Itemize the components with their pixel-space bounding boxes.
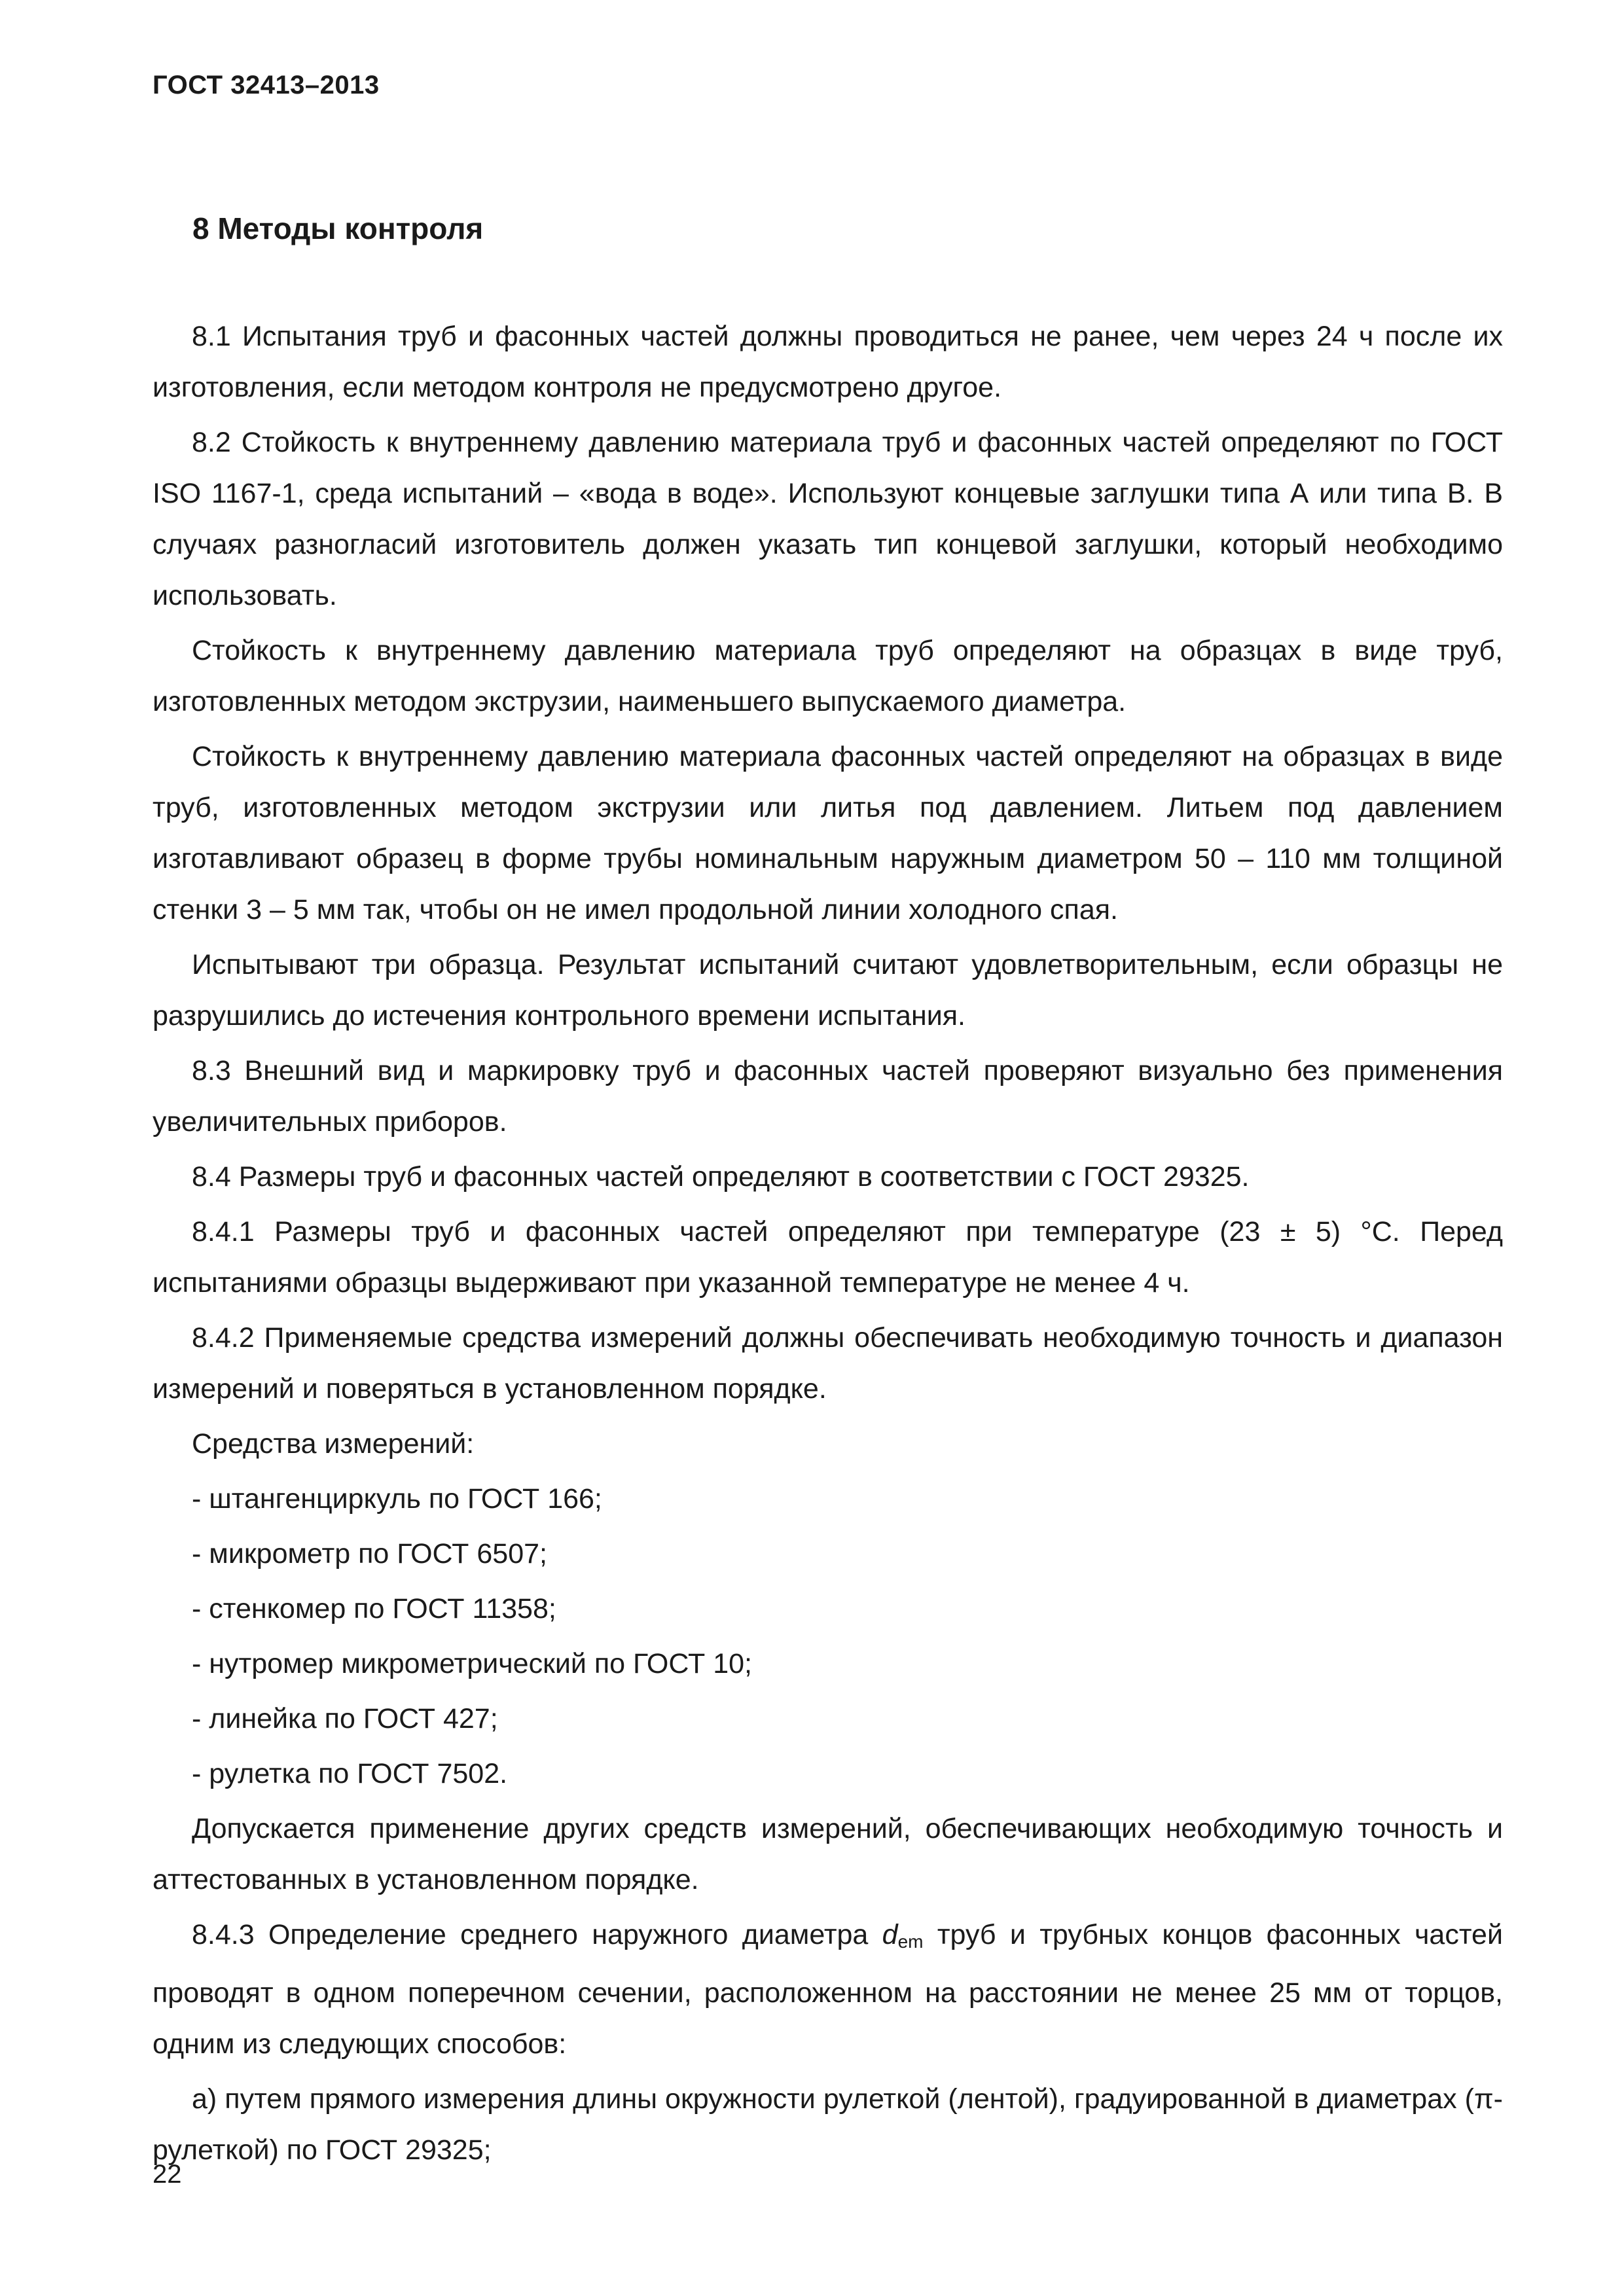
diameter-symbol: d — [882, 1919, 898, 1950]
paragraph-8-4-1: 8.4.1 Размеры труб и фасонных частей определяют при температуре (23 ± 5) °С. Перед испытаниями образцы выдерживают при указанной температуре не менее 4 ч. — [153, 1216, 1503, 1299]
paragraph-8-4-3 — [153, 1909, 1503, 2070]
paragraph-8-2: 8.2 Стойкость к внутреннему давлению материала труб и фасонных частей определяют по ГОСТ ISO 1167-1, среда испытаний – «вода в воде». Используют концевые заглушки типа А или типа В. В случаях разногласий изготовитель должен указать тип концевой заглушки, который необходимо использовать. — [153, 427, 1503, 611]
document-header: ГОСТ 32413–2013 — [153, 71, 380, 99]
list-item: - нутромер микрометрический по ГОСТ 10; — [192, 1648, 752, 1679]
list-item: - микрометр по ГОСТ 6507; — [192, 1538, 548, 1570]
diameter-subscript: em — [897, 1931, 924, 1952]
paragraph-method-a: а) путем прямого измерения длины окружности рулеткой (лентой), градуированной в диаметрах (π-рулеткой) по ГОСТ 29325; — [153, 2083, 1503, 2166]
paragraph-8-3: 8.3 Внешний вид и маркировку труб и фасонных частей проверяют визуально без применения увеличительных приборов. — [153, 1055, 1503, 1138]
paragraph-8-4: 8.4 Размеры труб и фасонных частей определяют в соответствии с ГОСТ 29325. — [192, 1161, 1250, 1193]
section-title: 8 Методы контроля — [192, 211, 484, 245]
list-item: - стенкомер по ГОСТ 11358; — [192, 1593, 556, 1624]
page-number: 22 — [153, 2160, 182, 2189]
paragraph-fittings-resistance: Стойкость к внутреннему давлению материала фасонных частей определяют на образцах в виде труб, изготовленных методом экструзии или литья под давлением. Литьем под давлением изготавливают образец в форме трубы номинальным наружным диаметром 50 – 110 мм толщиной стенки 3 – 5 мм так, чтобы он не имел продольной линии холодного спая. — [153, 741, 1503, 925]
paragraph-test-samples: Испытывают три образца. Результат испытаний считают удовлетворительным, если образцы не разрушились до истечения контрольного времени испытания. — [153, 949, 1503, 1031]
paragraph-pipes-resistance: Стойкость к внутреннему давлению материала труб определяют на образцах в виде труб, изготовленных методом экструзии, наименьшего выпускаемого диаметра. — [153, 635, 1503, 717]
paragraph-8-4-2: 8.4.2 Применяемые средства измерений должны обеспечивать необходимую точность и диапазон измерений и поверяться в установленном порядке. — [153, 1322, 1503, 1405]
list-item: - линейка по ГОСТ 427; — [192, 1703, 498, 1734]
paragraph-measuring-tools: Средства измерений: — [192, 1428, 475, 1460]
body-text — [153, 311, 1503, 2179]
list-item: - штангенциркуль по ГОСТ 166; — [192, 1483, 602, 1515]
paragraph-8-1: 8.1 Испытания труб и фасонных частей должны проводиться не ранее, чем через 24 ч после их изготовления, если методом контроля не предусмотрено другое. — [153, 321, 1503, 403]
list-item: - рулетка по ГОСТ 7502. — [192, 1758, 508, 1789]
paragraph-8-4-3-lead: 8.4.3 Определение среднего наружного диаметра — [192, 1919, 882, 1950]
paragraph-other-tools: Допускается применение других средств измерений, обеспечивающих необходимую точность и аттестованных в установленном порядке. — [153, 1813, 1503, 1895]
paragraph-8-4-3-rest: труб и трубных концов фасонных частей проводят в одном поперечном сечении, расположенном на расстоянии не менее 25 мм от торцов, одним из следующих способов: — [153, 1919, 1503, 2060]
